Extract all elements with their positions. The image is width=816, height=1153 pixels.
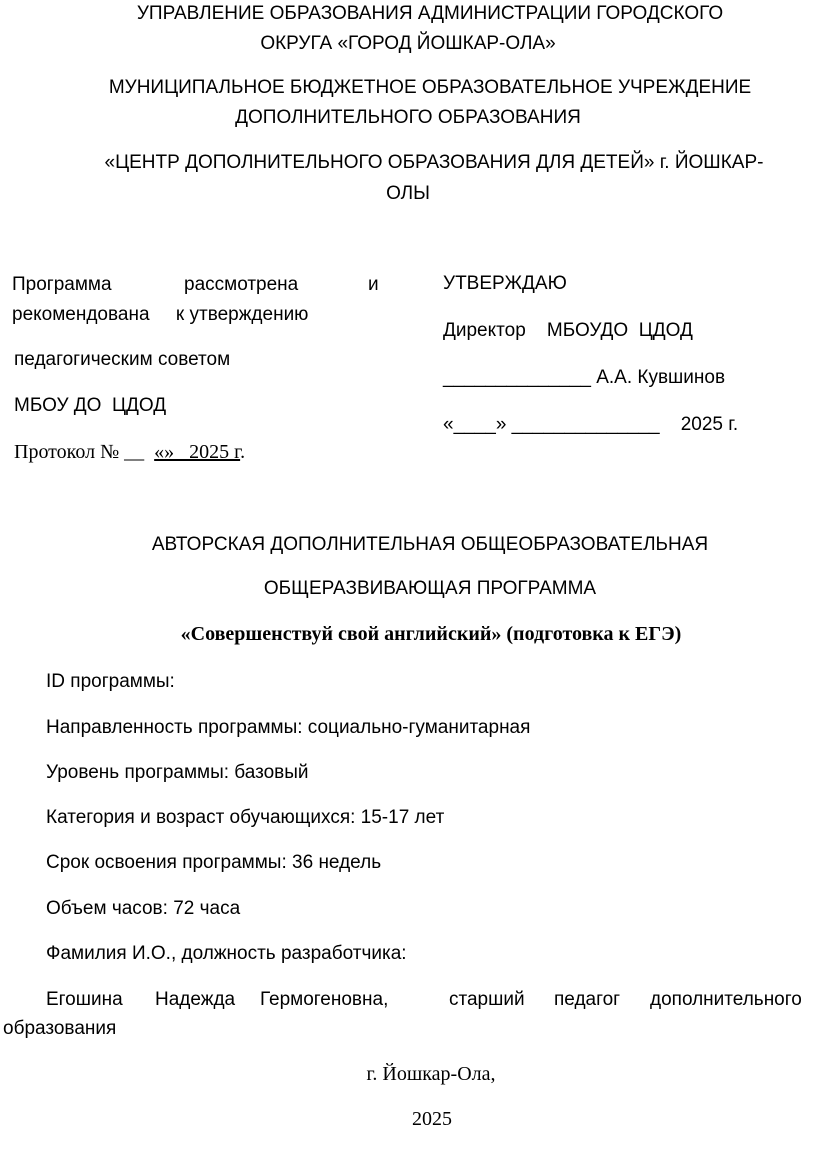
program-category: Категория и возраст обучающихся: 15-17 лет — [46, 807, 445, 828]
program-direction: Направленность программы: социально-гуманитарная — [46, 717, 531, 738]
footer-year: 2025 — [412, 1108, 452, 1130]
review-line-4: МБОУ ДО ЦДОД — [14, 395, 167, 416]
author-word-1: Егошина — [46, 989, 123, 1010]
header-line-1: УПРАВЛЕНИЕ ОБРАЗОВАНИЯ АДМИНИСТРАЦИИ ГОРОДСКОГО — [136, 3, 724, 24]
program-duration: Срок освоения программы: 36 недель — [46, 852, 382, 873]
author-word-3: Гермогеновна, — [260, 989, 389, 1010]
author-word-5: педагог — [554, 989, 621, 1010]
review-word-1: Программа — [12, 274, 112, 295]
header-line-2: ОКРУГА «ГОРОД ЙОШКАР-ОЛА» — [260, 33, 556, 54]
program-type-line-1: АВТОРСКАЯ ДОПОЛНИТЕЛЬНАЯ ОБЩЕОБРАЗОВАТЕЛЬНАЯ — [151, 534, 709, 555]
review-word-2: рассмотрена — [184, 274, 299, 295]
approve-label: УТВЕРЖДАЮ — [443, 273, 567, 294]
author-label: Фамилия И.О., должность разработчика: — [46, 943, 407, 964]
protocol-end: . — [240, 441, 246, 463]
author-line-2: образования — [3, 1018, 117, 1039]
program-name: «Совершенствуй свой английский» (подготовка к ЕГЭ) — [180, 623, 682, 645]
header-line-3: МУНИЦИПАЛЬНОЕ БЮДЖЕТНОЕ ОБРАЗОВАТЕЛЬНОЕ УЧРЕЖДЕНИЕ — [108, 77, 752, 98]
header-line-6: ОЛЫ — [386, 183, 430, 204]
protocol-line — [14, 441, 245, 464]
program-id: ID программы: — [46, 671, 175, 692]
author-word-2: Надежда — [155, 989, 236, 1010]
protocol-prefix: Протокол № __ — [14, 441, 155, 463]
program-level: Уровень программы: базовый — [46, 762, 309, 783]
header-line-4: ДОПОЛНИТЕЛЬНОГО ОБРАЗОВАНИЯ — [235, 107, 581, 128]
director-line: Директор МБОУДО ЦДОД — [443, 320, 693, 341]
signature-line: ______________ А.А. Кувшинов — [443, 367, 726, 388]
header-line-5: «ЦЕНТР ДОПОЛНИТЕЛЬНОГО ОБРАЗОВАНИЯ ДЛЯ ДЕТЕЙ» г. ЙОШКАР- — [104, 152, 764, 173]
review-line-3: педагогическим советом — [14, 349, 231, 370]
footer-city: г. Йошкар-Ола, — [366, 1063, 496, 1085]
protocol-date: «» 2025 г — [154, 441, 241, 463]
author-word-4: старший — [449, 989, 525, 1010]
program-type-line-2: ОБЩЕРАЗВИВАЮЩАЯ ПРОГРАММА — [263, 578, 597, 599]
author-word-6: дополнительного — [650, 989, 802, 1010]
program-hours: Объем часов: 72 часа — [46, 898, 241, 919]
approval-date: «____» ______________ 2025 г. — [443, 414, 739, 435]
review-line-2: рекомендована к утверждению — [12, 304, 309, 325]
review-word-3: и — [368, 274, 379, 295]
